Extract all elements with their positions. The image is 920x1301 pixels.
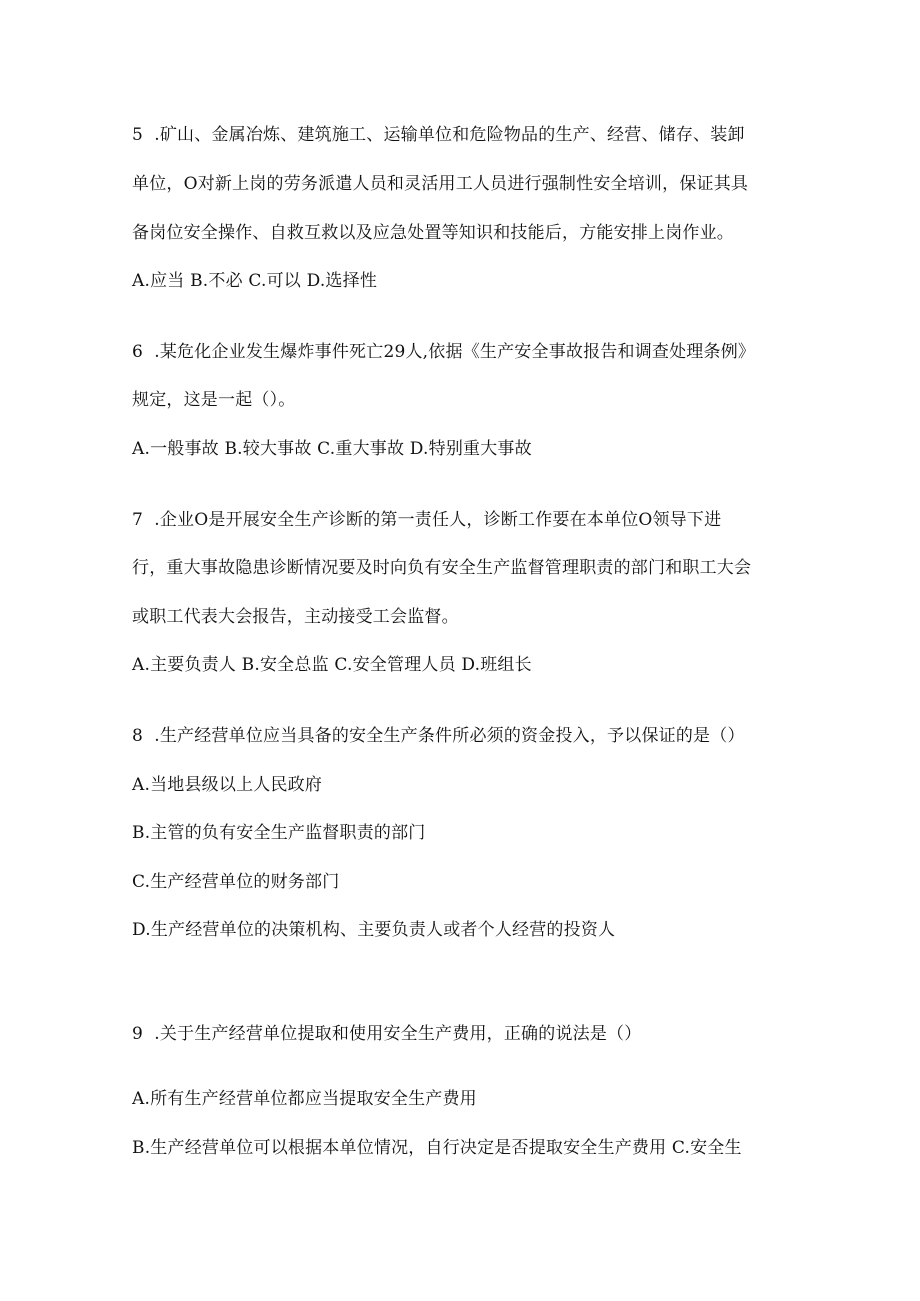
question-number: 9 [132,1024,144,1044]
question-8-option-c: C.生产经营单位的财务部门 [132,872,340,892]
question-number: 6 [132,342,144,362]
question-5-line-2: 单位，O对新上岗的劳务派遣人员和灵活用工人员进行强制性安全培训，保证其具 [132,174,749,194]
question-8-option-a: A.当地县级以上人民政府 [132,775,323,795]
question-text: .企业O是开展安全生产诊断的第一责任人，诊断工作要在本单位O领导下进 [154,510,722,530]
question-6-line-2: 规定，这是一起（）。 [132,390,296,410]
question-number: 5 [132,125,144,145]
question-6-options: A.一般事故 B.较大事故 C.重大事故 D.特别重大事故 [132,439,532,459]
question-7-line-3: 或职工代表大会报告，主动接受工会监督。 [132,607,459,627]
question-9-option-a: A.所有生产经营单位都应当提取安全生产费用 [132,1089,477,1109]
question-8-line-1 [132,725,745,747]
question-9-line-1 [132,1023,641,1045]
question-6-line-1 [132,341,755,363]
question-8-option-d: D.生产经营单位的决策机构、主要负责人或者个人经营的投资人 [132,920,616,940]
question-8-option-b: B.主管的负有安全生产监督职责的部门 [132,823,426,843]
question-7-line-2: 行，重大事故隐患诊断情况要及时向负有安全生产监督管理职责的部门和职工大会 [132,558,752,578]
question-9-option-b: B.生产经营单位可以根据本单位情况，自行决定是否提取安全生产费用 C.安全生 [132,1138,742,1158]
question-7-line-1 [132,509,721,531]
question-text: .生产经营单位应当具备的安全生产条件所必须的资金投入，予以保证的是（） [154,726,745,746]
question-5-options: A.应当 B.不必 C.可以 D.选择性 [132,271,378,291]
question-7-options: A.主要负责人 B.安全总监 C.安全管理人员 D.班组长 [132,655,532,675]
question-number: 8 [132,726,144,746]
question-5-line-1 [132,124,745,146]
question-number: 7 [132,510,144,530]
question-text: .关于生产经营单位提取和使用安全生产费用，正确的说法是（） [154,1024,642,1044]
question-text: .某危化企业发生爆炸事件死亡29人,依据《生产安全事故报告和调查处理条例》 [154,342,756,362]
question-text: .矿山、金属冶炼、建筑施工、运输单位和危险物品的生产、经营、储存、装卸 [154,125,745,145]
question-5-line-3: 备岗位安全操作、自救互救以及应急处置等知识和技能后，方能安排上岗作业。 [132,223,734,243]
